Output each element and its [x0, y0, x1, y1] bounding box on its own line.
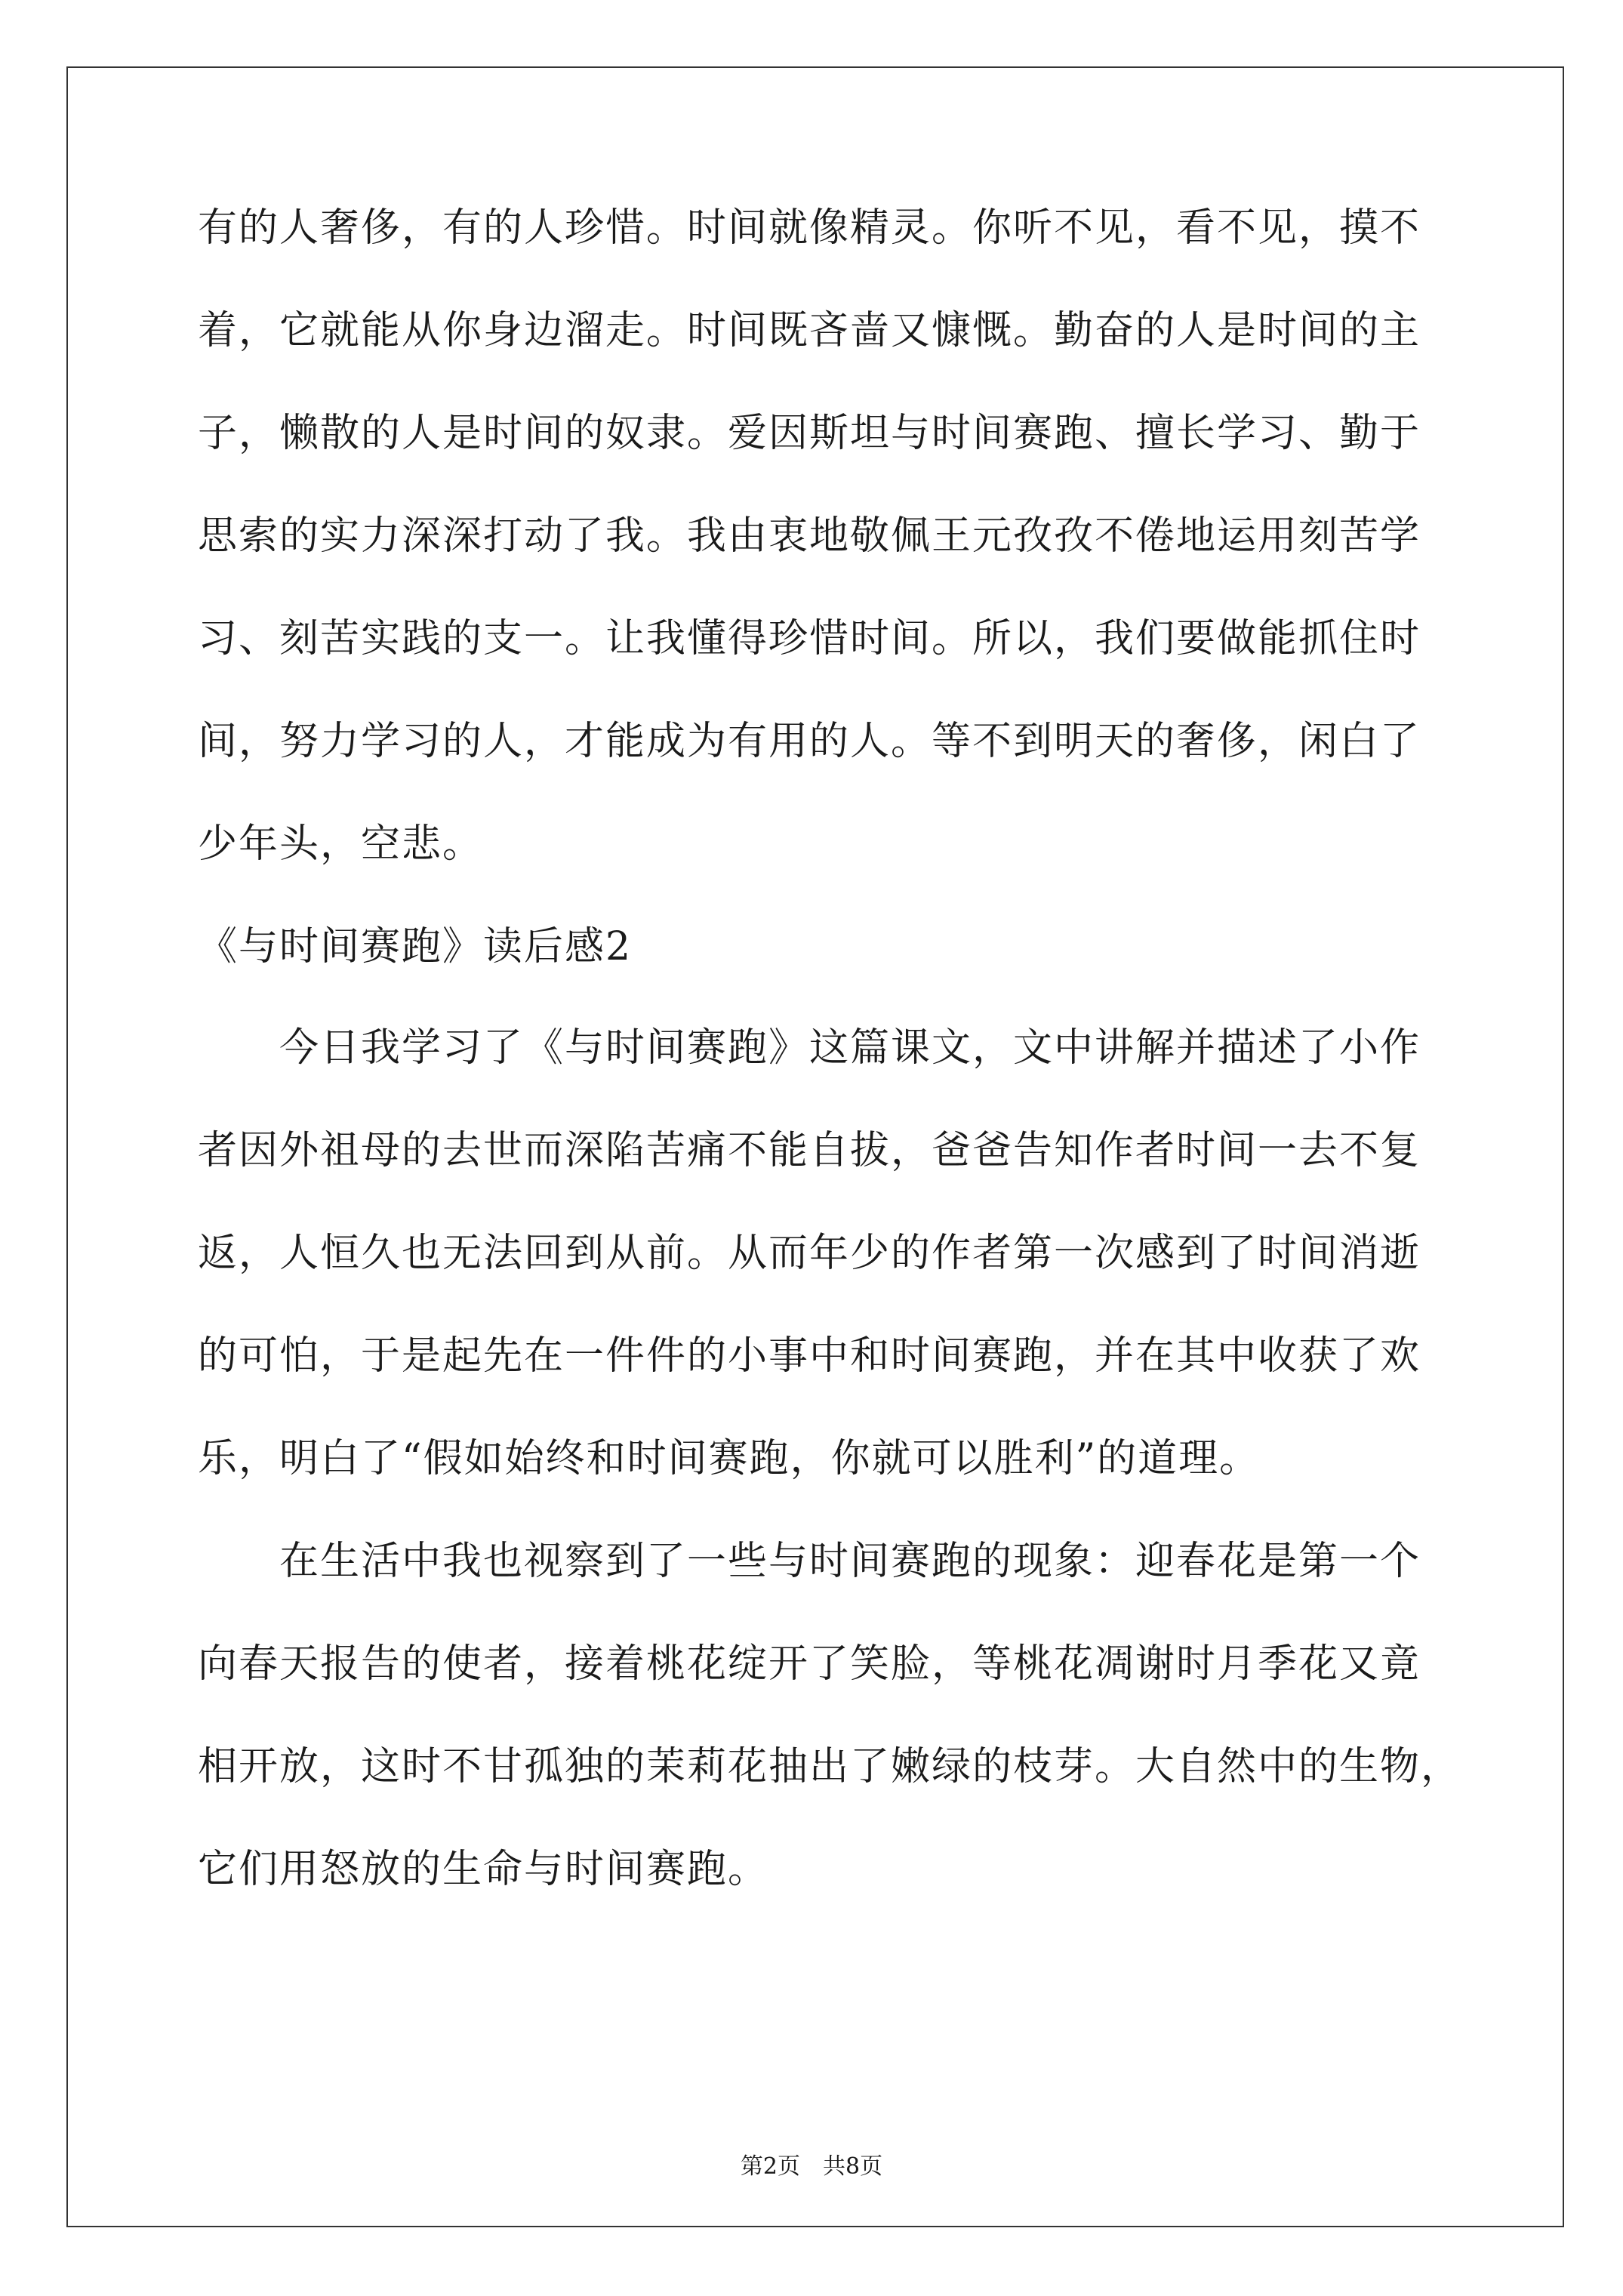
paragraph-line: 今日我学习了《与时间赛跑》这篇课文，文中讲解并描述了小作	[279, 1025, 1421, 1071]
paragraph-line: 少年头，空悲。	[198, 821, 484, 867]
paragraph-line: 子，懒散的人是时间的奴隶。爱因斯坦与时间赛跑、擅长学习、勤于	[198, 411, 1421, 456]
paragraph-line: 它们用怒放的生命与时间赛跑。	[198, 1847, 769, 1892]
paragraph-line: 乐，明白了“假如始终和时间赛跑，你就可以胜利”的道理。	[198, 1436, 1261, 1481]
section-heading: 《与时间赛跑》读后感2	[198, 924, 633, 969]
paragraph-line: 的可怕，于是起先在一件件的小事中和时间赛跑，并在其中收获了欢	[198, 1333, 1421, 1379]
paragraph-line: 习、刻苦实践的支一。让我懂得珍惜时间。所以，我们要做能抓住时	[198, 616, 1421, 661]
paragraph-line: 相开放，这时不甘孤独的茉莉花抽出了嫩绿的枝芽。大自然中的生物，	[198, 1744, 1462, 1789]
paragraph-line: 着，它就能从你身边溜走。时间既吝啬又慷慨。勤奋的人是时间的主	[198, 308, 1421, 353]
paragraph-line: 思索的实力深深打动了我。我由衷地敬佩王元孜孜不倦地运用刻苦学	[198, 513, 1421, 559]
paragraph-line: 有的人奢侈，有的人珍惜。时间就像精灵。你听不见，看不见，摸不	[198, 205, 1421, 251]
paragraph-line: 者因外祖母的去世而深陷苦痛不能自拔，爸爸告知作者时间一去不复	[198, 1128, 1421, 1173]
paragraph-line: 间，努力学习的人，才能成为有用的人。等不到明天的奢侈，闲白了	[198, 719, 1421, 764]
paragraph-line: 在生活中我也视察到了一些与时间赛跑的现象：迎春花是第一个	[279, 1539, 1421, 1584]
page-number: 第2页 共8页	[740, 2153, 883, 2180]
paragraph-line: 向春天报告的使者，接着桃花绽开了笑脸，等桃花凋谢时月季花又竟	[198, 1641, 1421, 1687]
paragraph-line: 返，人恒久也无法回到从前。从而年少的作者第一次感到了时间消逝	[198, 1231, 1421, 1276]
